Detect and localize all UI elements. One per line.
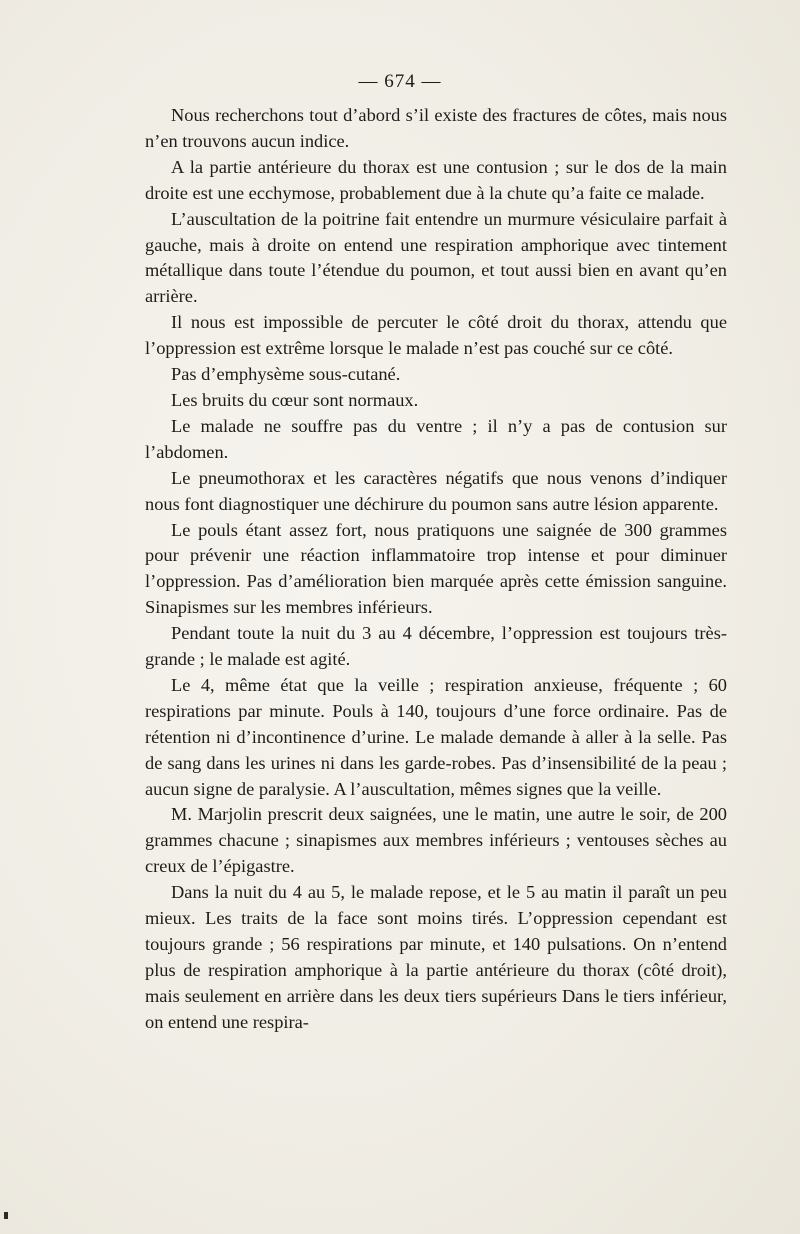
paragraph: Les bruits du cœur sont normaux.: [171, 389, 419, 410]
body-text: [145, 103, 727, 1036]
paragraph: M. Marjolin prescrit deux saignées, une le matin, une autre le soir, de 200 grammes chacune ; sinapismes aux membres inférieurs ; ventouses sèches au creux de l’épigastre.: [145, 804, 727, 877]
paragraph: Il nous est impossible de percuter le côté droit du thorax, attendu que l’oppression est extrême lorsque le malade n’est pas couché sur ce côté.: [145, 312, 727, 359]
paragraph: Le pneumothorax et les caractères négatifs que nous venons d’indiquer nous font diagnostiquer une déchirure du poumon sans autre lésion apparente.: [145, 467, 727, 514]
paragraph: Dans la nuit du 4 au 5, le malade repose, et le 5 au matin il paraît un peu mieux. Les traits de la face sont moins tirés. L’oppression cependant est toujours grande ; 56 respirations par minute, et 140 pulsations. On n’entend plus de respiration amphorique à la partie antérieure du thorax (côté droit), mais seulement en arrière dans les deux tiers supérieurs Dans le tiers inférieur, on entend une respira-: [145, 882, 727, 1032]
paragraph: Pas d’emphysème sous-cutané.: [171, 364, 401, 385]
paragraph: Pendant toute la nuit du 3 au 4 décembre, l’oppression est toujours très-grande ; le malade est agité.: [145, 623, 727, 670]
paragraph: L’auscultation de la poitrine fait entendre un murmure vésiculaire parfait à gauche, mais à droite on entend une respiration amphorique avec tintement métallique dans toute l’étendue du poumon, et tout aussi bien en avant qu’en arrière.: [145, 208, 727, 307]
scan-mark: [4, 1212, 8, 1219]
paragraph: Le malade ne souffre pas du ventre ; il n’y a pas de contusion sur l’abdomen.: [145, 415, 727, 462]
paragraph: Le 4, même état que la veille ; respiration anxieuse, fréquente ; 60 respirations par minute. Pouls à 140, toujours d’une force ordinaire. Pas de rétention ni d’incontinence d’urine. Le malade demande à aller à la selle. Pas de sang dans les urines ni dans les garde-robes. Pas d’insensibilité de la peau ; aucun signe de paralysie. A l’auscultation, mêmes signes que la veille.: [145, 674, 727, 799]
paragraph: A la partie antérieure du thorax est une contusion ; sur le dos de la main droite est une ecchymose, probablement due à la chute qu’a faite ce malade.: [145, 156, 727, 203]
paragraph: Nous recherchons tout d’abord s’il existe des fractures de côtes, mais nous n’en trouvons aucun indice.: [145, 105, 727, 151]
page-number: — 674 —: [358, 71, 442, 92]
paragraph: Le pouls étant assez fort, nous pratiquons une saignée de 300 grammes pour prévenir une réaction inflammatoire trop intense et pour diminuer l’oppression. Pas d’amélioration bien marquée après cette émission sanguine. Sinapismes sur les membres inférieurs.: [145, 519, 727, 618]
